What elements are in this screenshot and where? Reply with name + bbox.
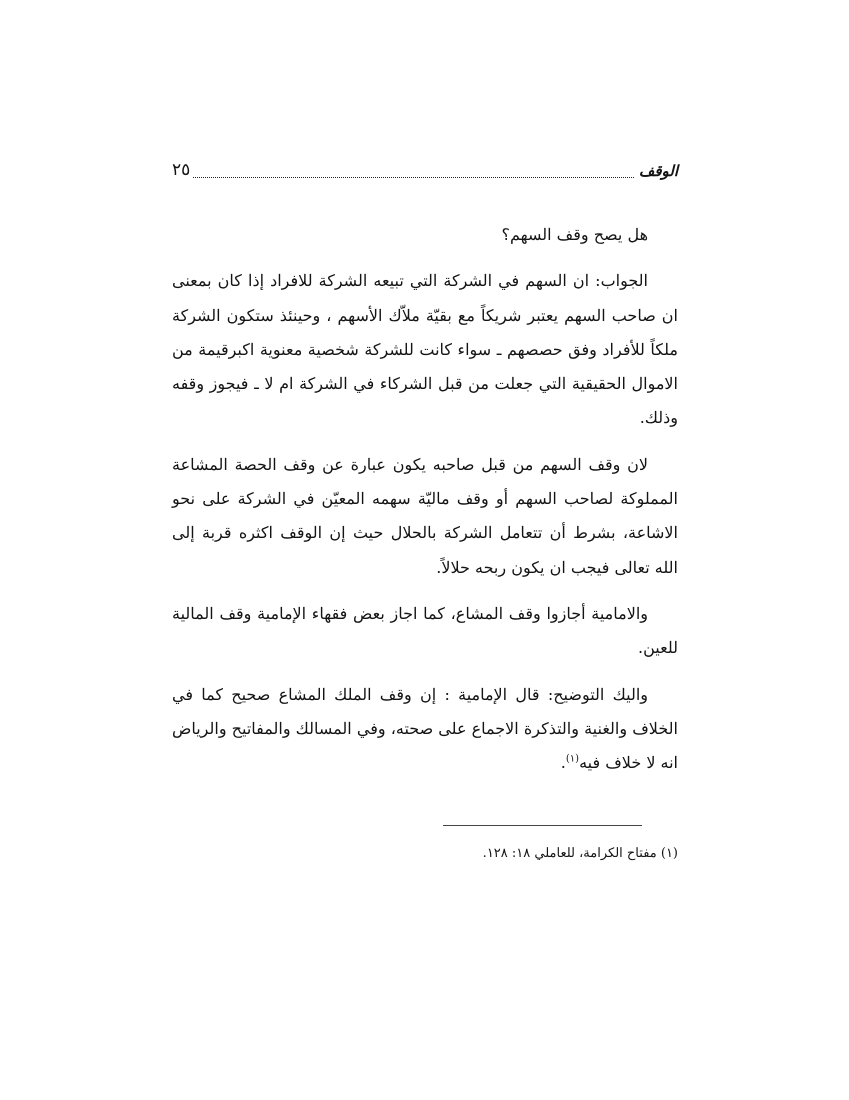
explanation-text: واليك التوضيح: قال الإمامية : إن وقف الملك المشاع صحيح كما في الخلاف والغنية والتذكرة الاجماع على صحته، وفي المسالك والمفاتيح والرياض انه لا خلاف فيه: [172, 684, 678, 773]
answer-paragraph: الجواب: ان السهم في الشركة التي تبيعه الشركة للافراد إذا كان بمعنى ان صاحب السهم يعتبر شريكاً مع بقيّة ملاّك الأسهم ، وحينئذ ستكون الشركة ملكاً للأفراد وفق حصصهم ـ سواء كانت للشركة شخصية معنوية اكبرقيمة من الاموال الحقيقية التي جعلت من قبل الشركاء في الشركة ام لا ـ فيجوز وقفه وذلك.: [172, 271, 678, 428]
explanation-paragraph: [172, 678, 678, 781]
imamiyya-paragraph: والامامية أجازوا وقف المشاع، كما اجاز بعض فقهاء الإمامية وقف المالية للعين.: [172, 603, 678, 658]
main-text: [172, 218, 678, 792]
footnote-separator: [443, 825, 642, 826]
footnote: (١) مفتاح الكرامة، للعاملي ١٨: ١٢٨.: [482, 846, 678, 861]
page-header: [172, 152, 678, 186]
dotted-leader: [193, 176, 634, 178]
footnote-reference: (١): [565, 753, 580, 765]
running-title: الوقف: [638, 162, 678, 180]
question-paragraph: هل يصح وقف السهم؟: [501, 225, 648, 244]
page-number: ٢٥: [172, 160, 191, 180]
explanation-end: .: [560, 753, 566, 773]
reason-paragraph: لان وقف السهم من قبل صاحبه يكون عبارة عن وقف الحصة المشاعة المملوكة لصاحب السهم أو وقف ماليّة سهمه المعيّن في الشركة على نحو الاشاعة، بشرط أن تتعامل الشركة بالحلال حيث إن الوقف اكثره قربة إلى الله تعالى فيجب ان يكون ربحه حلالاً.: [172, 454, 679, 577]
